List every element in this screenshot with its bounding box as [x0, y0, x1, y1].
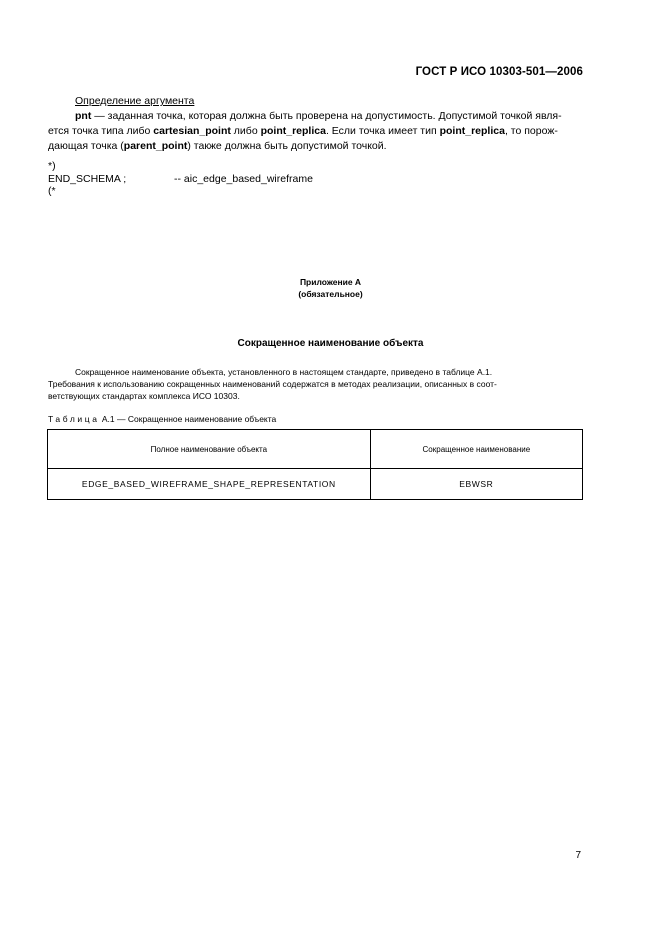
term-point-replica: point_replica	[439, 125, 505, 137]
section-title: Сокращенное наименование объекта	[237, 338, 424, 349]
abbreviation-table	[47, 429, 583, 500]
argument-text: — заданная точка, которая должна быть проверена на допустимость. Допустимой точкой явля-	[91, 110, 562, 122]
table-cell-short-name: EBWSR	[370, 469, 582, 500]
argument-text: ) также должна быть допустимой точкой.	[187, 140, 387, 152]
argument-definition-heading: Определение аргумента	[75, 95, 195, 107]
table-header-row	[48, 430, 583, 469]
table-header-cell: Сокращенное наименование	[370, 430, 582, 469]
comment-close: *)	[48, 160, 56, 172]
argument-line-2	[48, 124, 582, 139]
term-point-replica: point_replica	[260, 125, 326, 137]
comment-open: (*	[48, 185, 56, 197]
appendix-status: (обязательное)	[298, 289, 363, 299]
table-caption-text: А.1 — Сокращенное наименование объекта	[99, 414, 277, 424]
end-schema-comment: -- aic_edge_based_wireframe	[174, 172, 313, 185]
appendix-heading	[0, 276, 661, 300]
argument-text: либо	[230, 125, 261, 137]
section-paragraph	[48, 366, 583, 402]
term-pnt: pnt	[75, 110, 92, 122]
table-row	[48, 469, 583, 500]
argument-text: ется точка типа либо	[48, 125, 154, 137]
table-header-cell: Полное наименование объекта	[48, 430, 371, 469]
document-header: ГОСТ Р ИСО 10303-501—2006	[415, 66, 583, 78]
argument-text: . Если точка имеет тип	[325, 125, 440, 137]
argument-text: , то порож-	[504, 125, 558, 137]
end-schema-line	[48, 172, 313, 186]
page-number: 7	[575, 850, 581, 861]
term-cartesian-point: cartesian_point	[153, 125, 231, 137]
argument-text: дающая точка (	[48, 140, 124, 152]
schema-code-block	[48, 160, 313, 198]
argument-line-3	[48, 139, 582, 154]
appendix-title: Приложение А	[299, 277, 362, 287]
paragraph-line: Сокращенное наименование объекта, установленного в настоящем стандарте, приведено в таблице А.1.	[75, 367, 493, 377]
argument-line-1	[48, 109, 582, 124]
table-cell-full-name: EDGE_BASED_WIREFRAME_SHAPE_REPRESENTATION	[48, 469, 371, 500]
table-caption	[48, 414, 276, 424]
end-schema-keyword: END_SCHEMA ;	[48, 172, 127, 185]
table-caption-label: Таблица	[48, 414, 100, 424]
paragraph-line: Требования к использованию сокращенных наименований содержатся в методах реализации, описанных в соот-	[48, 379, 497, 389]
term-parent-point: parent_point	[123, 140, 188, 152]
argument-definition-paragraph	[48, 109, 582, 154]
paragraph-line: ветствующих стандартах комплекса ИСО 10303.	[48, 391, 240, 401]
